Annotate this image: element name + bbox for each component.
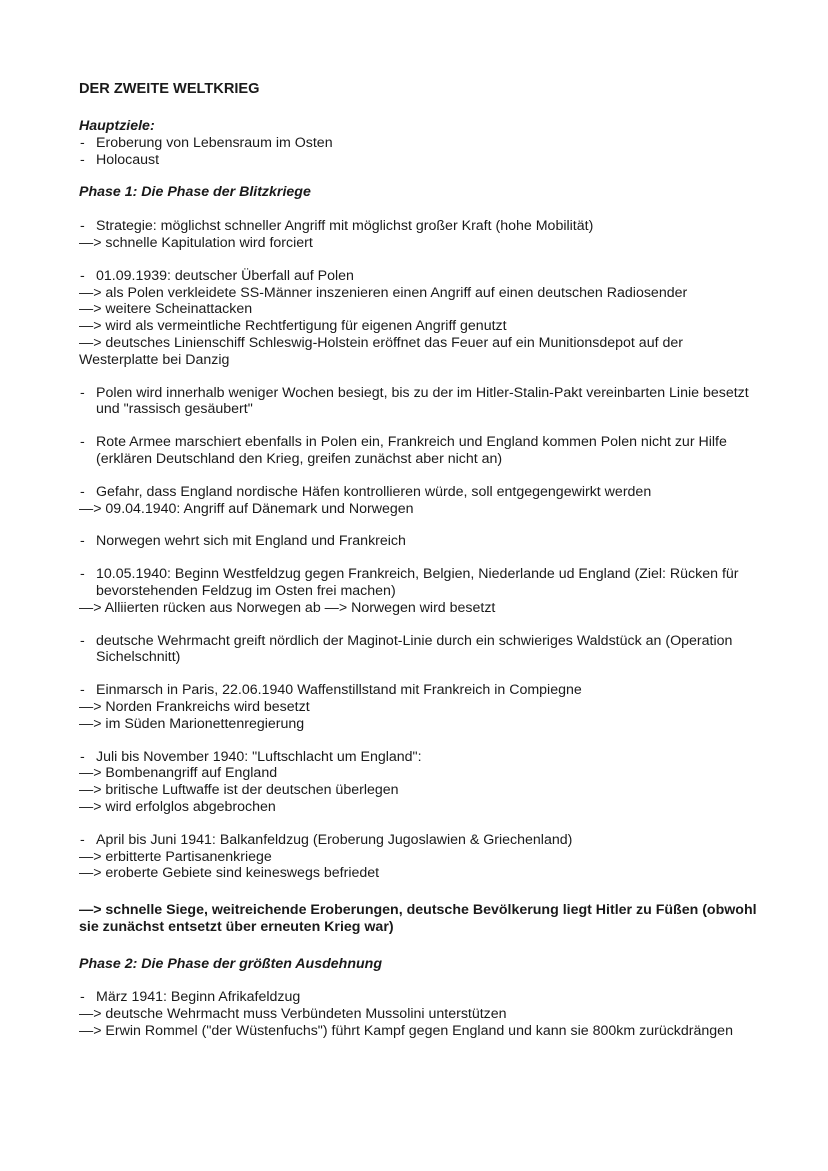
phase1-heading: Phase 1: Die Phase der Blitzkriege — [79, 184, 311, 201]
summary-block — [79, 902, 759, 936]
list-item: - April bis Juni 1941: Balkanfeldzug (Eroberung Jugoslawien & Griechenland) — [79, 832, 759, 849]
list-item: - Juli bis November 1940: "Luftschlacht um England": — [79, 749, 759, 766]
list-item: - Rote Armee marschiert ebenfalls in Polen ein, Frankreich und England kommen Polen nicht zur Hilfe (erklären Deutschland den Krieg, greifen zunächst aber nicht an) — [79, 434, 759, 468]
arrow-line: —> britische Luftwaffe ist der deutschen überlegen — [79, 782, 399, 799]
hauptziele-heading: Hauptziele: — [79, 118, 155, 134]
note-block — [79, 566, 759, 616]
list-item: - Gefahr, dass England nordische Häfen kontrollieren würde, soll entgegengewirkt werden — [79, 484, 759, 501]
list-item: - Holocaust — [79, 152, 759, 169]
arrow-line: —> als Polen verkleidete SS-Männer inszenieren einen Angriff auf einen deutschen Radiosender — [79, 284, 688, 301]
list-item: - März 1941: Beginn Afrikafeldzug — [79, 989, 759, 1006]
document-title: DER ZWEITE WELTKRIEG — [79, 81, 260, 97]
section-phase1 — [79, 184, 759, 935]
document-page — [79, 80, 759, 1040]
arrow-line: —> wird erfolglos abgebrochen — [79, 798, 276, 815]
arrow-line: —> eroberte Gebiete sind keineswegs befriedet — [79, 865, 380, 882]
list-item: - 10.05.1940: Beginn Westfeldzug gegen Frankreich, Belgien, Niederlande ud England (Ziel: Rücken für bevorstehenden Feldzug im Osten frei machen) — [79, 566, 759, 600]
list-item: - Norwegen wehrt sich mit England und Frankreich — [79, 533, 759, 550]
arrow-line: —> Alliierten rücken aus Norwegen ab —> Norwegen wird besetzt — [79, 599, 496, 616]
list-item: - deutsche Wehrmacht greift nördlich der Maginot-Linie durch ein schwieriges Waldstück an (Operation Sichelschnitt) — [79, 633, 759, 667]
arrow-line: —> Norden Frankreichs wird besetzt — [79, 698, 310, 715]
list-item: - Polen wird innerhalb weniger Wochen besiegt, bis zu der im Hitler-Stalin-Pakt vereinbarten Linie besetzt und "rassisch gesäubert" — [79, 385, 759, 419]
arrow-line: —> deutsche Wehrmacht muss Verbündeten Mussolini unterstützen — [79, 1006, 507, 1023]
phase2-heading: Phase 2: Die Phase der größten Ausdehnung — [79, 955, 382, 972]
arrow-line: —> wird als vermeintliche Rechtfertigung für eigenen Angriff genutzt — [79, 318, 507, 335]
list-item: - Einmarsch in Paris, 22.06.1940 Waffenstillstand mit Frankreich in Compiegne — [79, 682, 759, 699]
list-item: - Strategie: möglichst schneller Angriff mit möglichst großer Kraft (hohe Mobilität) — [79, 218, 759, 235]
note-block — [79, 434, 759, 468]
note-block — [79, 385, 759, 419]
arrow-line: —> Bombenangriff auf England — [79, 765, 278, 782]
note-block — [79, 633, 759, 667]
arrow-line: —> schnelle Kapitulation wird forciert — [79, 234, 313, 251]
arrow-line: —> 09.04.1940: Angriff auf Dänemark und Norwegen — [79, 500, 414, 517]
note-block — [79, 484, 759, 518]
arrow-line: —> weitere Scheinattacken — [79, 301, 253, 318]
note-block — [79, 682, 759, 732]
note-block — [79, 218, 759, 252]
note-block — [79, 268, 759, 369]
arrow-line: —> im Süden Marionettenregierung — [79, 715, 305, 732]
list-item: - Eroberung von Lebensraum im Osten — [79, 135, 759, 152]
list-item: - 01.09.1939: deutscher Überfall auf Polen — [79, 268, 759, 285]
note-block — [79, 832, 759, 882]
note-block — [79, 989, 759, 1039]
phase1-summary: —> schnelle Siege, weitreichende Eroberungen, deutsche Bevölkerung liegt Hitler zu Füßen (obwohl sie zunächst entsetzt über erneuten Krieg war) — [79, 902, 757, 935]
arrow-line: —> deutsches Linienschiff Schleswig-Holstein eröffnet das Feuer auf ein Munitionsdepot auf der Westerplatte bei Danzig — [79, 334, 683, 368]
note-block — [79, 533, 759, 550]
arrow-line: —> erbitterte Partisanenkriege — [79, 848, 272, 865]
arrow-line: —> Erwin Rommel ("der Wüstenfuchs") führt Kampf gegen England und kann sie 800km zurückdrängen — [79, 1023, 733, 1040]
note-block — [79, 749, 759, 816]
section-hauptziele — [79, 118, 759, 168]
section-phase2 — [79, 956, 759, 1040]
